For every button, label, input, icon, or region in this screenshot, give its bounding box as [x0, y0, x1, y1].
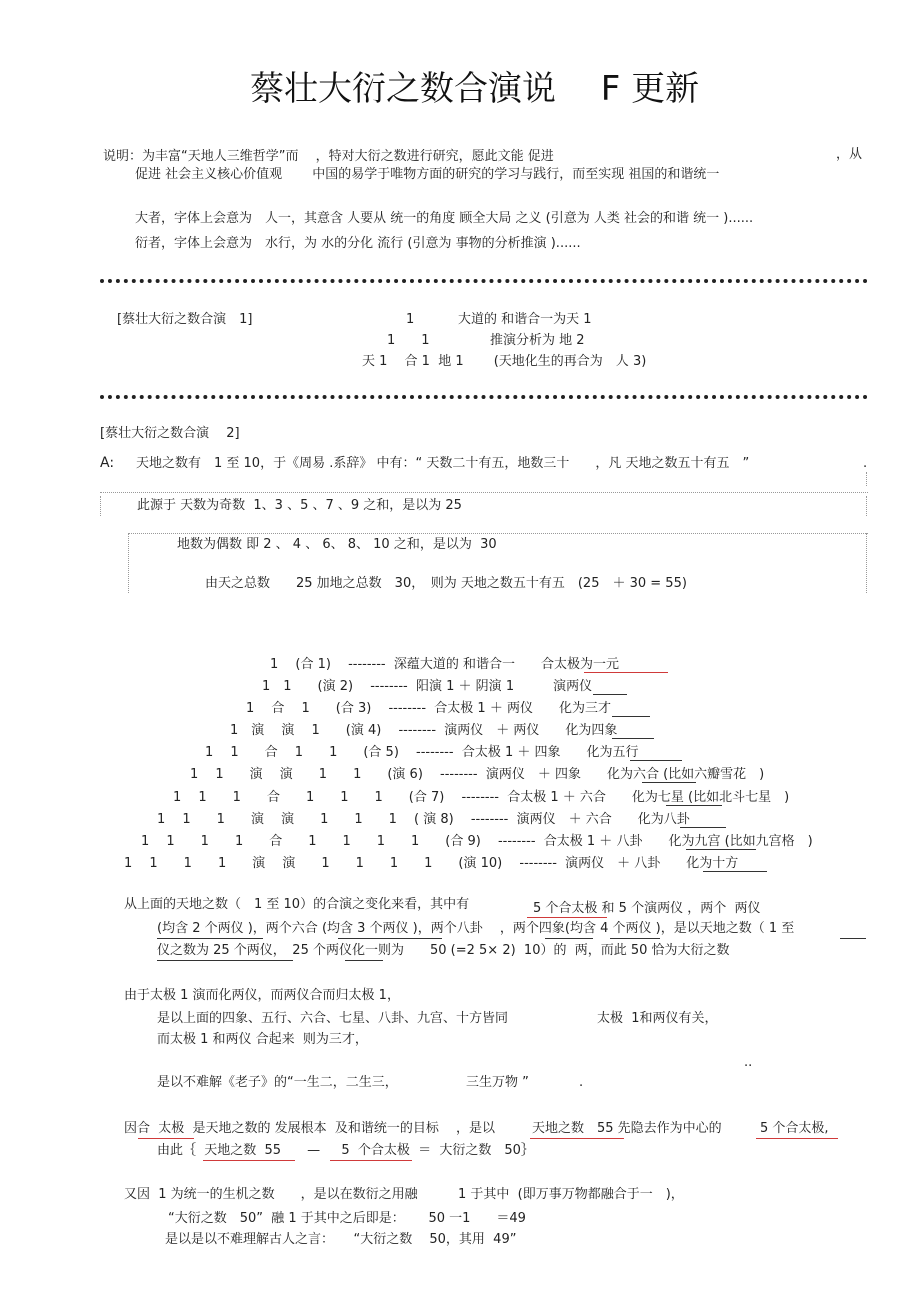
- red-underline: [203, 1160, 295, 1161]
- red-underline: [138, 1138, 194, 1139]
- box-border: [100, 492, 868, 493]
- para1-line-1-tail: 5 个合太极 和 5 个演两仪 ，两个 两仪: [533, 901, 761, 916]
- box-border: [866, 472, 867, 486]
- box-border: [128, 533, 868, 534]
- para1-line-2: (均含 2 个两仪 )，两个六合 (均含 3 个两仪 )，两个八卦 ，两个四象(均含 4 个两仪 )，是以天地之数（ 1 至: [157, 921, 795, 936]
- underline: [593, 694, 627, 695]
- underline: [612, 716, 650, 717]
- para4-line-1-tail: 1 于其中 (即万事万物都融合于一 )，: [458, 1187, 684, 1202]
- red-underline: [584, 672, 668, 673]
- underline: [338, 938, 442, 939]
- underline: [157, 960, 293, 961]
- underline: [840, 938, 866, 939]
- para2-line-2: 是以上面的四象、五行、六合、七星、八卦、九宫、十方皆同: [157, 1011, 509, 1026]
- pyramid-row-1: 1 (合 1) -------- 深蕴大道的 和谐合一 合太极为一元: [270, 657, 620, 672]
- sec1-row2-numbers: 1 1: [387, 333, 430, 348]
- para3-line-1-tail: 5 个合太极,: [760, 1121, 829, 1136]
- pyramid-row-9: 1 1 1 1 合 1 1 1 1 (合 9) -------- 合太极 1 ＋ 八卦 化为九宫 (比如九宫格 ): [141, 834, 813, 849]
- para2-line-4-dot: .: [579, 1075, 584, 1090]
- page-title: 蔡壮大衍之数合演说 F 更新: [250, 69, 700, 109]
- red-underline: [527, 917, 607, 918]
- item-a-label: A:: [100, 455, 115, 471]
- para2-line-1: 由于太极 1 演而化两仪，而两仪合而归太极 1，: [124, 988, 400, 1003]
- para1-line-3: 仪之数为 25 个两仪， 25 个两仪化一则为 50 (=2 5× 2) 10）的 两，而此 50 恰为大衍之数: [157, 943, 730, 958]
- section-divider: [100, 279, 868, 283]
- red-underline: [330, 1160, 412, 1161]
- item-a-dot: .: [863, 456, 868, 471]
- box-border: [866, 533, 867, 593]
- total-sum-line: 由天之总数 25 加地之总数 30， 则为 天地之数五十有五 (25 ＋ 30 = 55): [205, 576, 687, 591]
- para3-line-2: 由此｛ 天地之数 55 — 5 个合太极 ＝ 大衍之数 50｝: [157, 1143, 534, 1158]
- intro-yan-definition: 衍者，字体上会意为 水行，为 水的分化 流行 (引意为 事物的分析推演 )......: [135, 236, 581, 251]
- intro-line-1-tail: ，从: [836, 147, 863, 162]
- pyramid-row-4: 1 演 演 1 (演 4) -------- 演两仪 ＋ 两仪 化为四象: [230, 723, 618, 738]
- para4-line-2: “大衍之数 50” 融 1 于其中之后即是： 50 一1 ＝49: [168, 1211, 526, 1226]
- para2-line-4: 是以不难解《老子》的“一生二，二生三，: [157, 1075, 398, 1090]
- para2-line-2-tail: 太极 1和两仪有关，: [597, 1011, 718, 1026]
- para4-line-3: 是以是以不难理解古人之言： “大衍之数 50，其用 49”: [165, 1232, 517, 1247]
- intro-line-1: 说明：为丰富“天地人三维哲学”而 ，特对大衍之数进行研究，愿此文能 促进: [103, 149, 554, 164]
- red-underline: [530, 1138, 624, 1139]
- even-sum-line: 地数为偶数 即 2 、 4 、 6、 8、 10 之和，是以为 30: [177, 537, 497, 552]
- sec1-row1-number: 1: [406, 312, 415, 327]
- underline: [345, 960, 383, 961]
- underline: [686, 849, 756, 850]
- underline: [703, 871, 767, 872]
- underline: [610, 938, 660, 939]
- box-border: [128, 533, 129, 593]
- para2-line-4-mid: 三生万物 ”: [466, 1075, 529, 1090]
- underline: [642, 782, 696, 783]
- intro-line-2: 促进 社会主义核心价值观 中国的易学于唯物方面的研究的学习与践行，而至实现 祖国的和谐统一: [135, 167, 720, 182]
- underline: [612, 738, 654, 739]
- pyramid-row-7: 1 1 1 合 1 1 1 (合 7) -------- 合太极 1 ＋ 六合 化为七星 (比如北斗七星 ): [173, 790, 790, 805]
- underline: [630, 760, 682, 761]
- pyramid-row-8: 1 1 1 演 演 1 1 1 ( 演 8) -------- 演两仪 ＋ 六合 化为八卦: [157, 812, 690, 827]
- sec1-row1-text: 大道的 和谐合一为天 1: [458, 312, 592, 327]
- para2-line-3: 而太极 1 和两仪 合起来 则为三才，: [157, 1032, 368, 1047]
- pyramid-row-5: 1 1 合 1 1 (合 5) -------- 合太极 1 ＋ 四象 化为五行: [205, 745, 639, 760]
- intro-da-definition: 大者，字体上会意为 人一，其意含 人要从 统一的角度 顾全大局 之义 (引意为 人类 社会的和谐 统一 )......: [135, 211, 754, 226]
- para1-line-1: 从上面的天地之数（ 1 至 10）的合演之变化来看，其中有: [124, 897, 470, 912]
- pyramid-row-10: 1 1 1 1 演 演 1 1 1 1 (演 10) -------- 演两仪 ＋ 八卦 化为十方: [124, 856, 739, 871]
- item-a-text: 天地之数有 1 至 10，于《周易 .系辞》 中有：“ 天数二十有五，地数三十 ，凡 天地之数五十有五 ”: [136, 456, 750, 471]
- sec1-row3-text: 天 1 合 1 地 1 (天地化生的再合为 人 3): [362, 354, 647, 369]
- section-2-heading: [蔡壮大衍之数合演 2]: [100, 426, 240, 441]
- underline: [157, 938, 263, 939]
- underline: [666, 805, 722, 806]
- para4-line-1: 又因 1 为统一的生机之数 ，是以在数衍之用融: [124, 1187, 418, 1202]
- pyramid-row-3: 1 合 1 (合 3) -------- 合太极 1 ＋ 两仪 化为三才: [246, 701, 611, 716]
- odd-sum-line: 此源于 天数为奇数 1、3 、5 、7 、9 之和，是以为 25: [137, 498, 462, 513]
- para3-line-1: 因合 太极 是天地之数的 发展根本 及和谐统一的目标 ，是以: [124, 1121, 496, 1136]
- pyramid-row-6: 1 1 演 演 1 1 (演 6) -------- 演两仪 ＋ 四象 化为六合 (比如六瓣雪花 ): [190, 767, 765, 782]
- underline: [545, 938, 593, 939]
- section-divider: [100, 395, 868, 399]
- underline: [680, 827, 726, 828]
- box-border: [100, 496, 101, 516]
- box-border: [866, 496, 867, 516]
- sec1-row2-text: 推演分析为 地 2: [490, 333, 585, 348]
- red-underline: [756, 1138, 838, 1139]
- pyramid-row-2: 1 1 (演 2) -------- 阳演 1 ＋ 阴演 1 演两仪: [262, 679, 593, 694]
- para3-line-1-mid: 天地之数 55 先隐去作为中心的: [532, 1121, 722, 1136]
- para2-dots: ..: [744, 1055, 753, 1070]
- section-1-heading: [蔡壮大衍之数合演 1]: [117, 312, 253, 327]
